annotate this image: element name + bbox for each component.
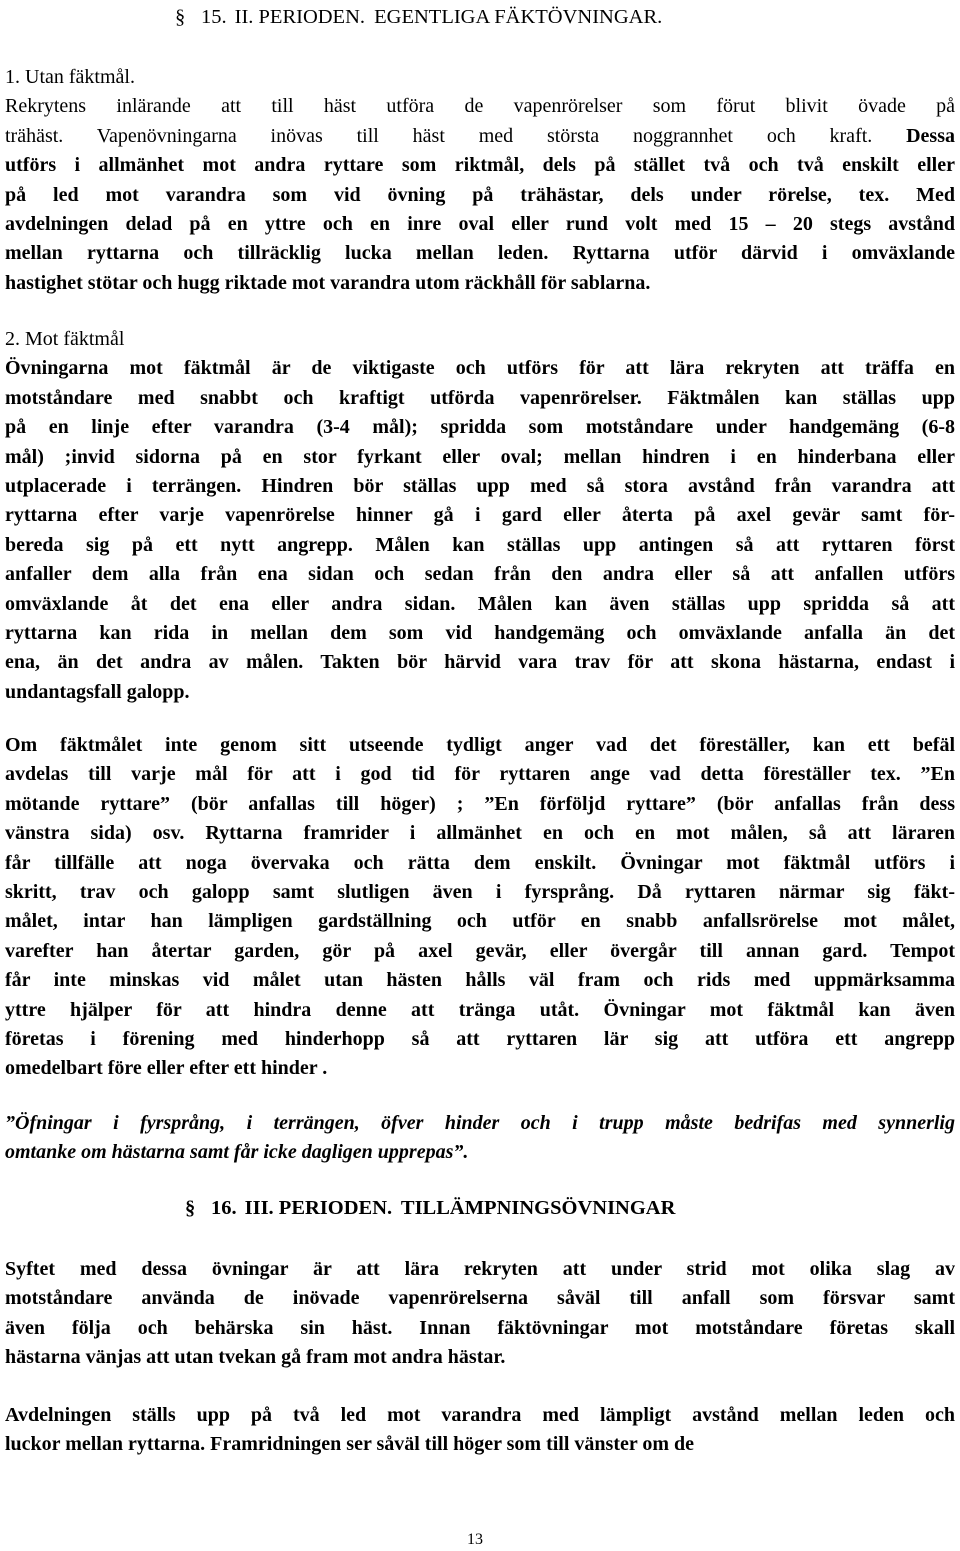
text-line: mål) ;invid sidorna på en stor fyrkant eller oval; mellan hindren i en hinderbana eller	[5, 445, 955, 468]
text-line: hästarna vänjas att utan tvekan gå fram mot andra hästar.	[5, 1346, 506, 1369]
heading-number: 16.	[211, 1197, 237, 1219]
section-heading-16	[185, 1197, 675, 1220]
section-1	[5, 63, 955, 298]
section-heading-15	[175, 6, 662, 29]
text-line: ”Öfningar i fyrsprång, i terrängen, öfver hinder och i trupp måste bedrifas med synnerlig	[5, 1112, 955, 1134]
text-line: omväxlande åt det ena eller andra sidan. Målen kan även ställas upp spridda så att	[5, 592, 955, 615]
text-line: motståndare använda de inövade vapenrörelserna såväl till anfall som försvar samt	[5, 1287, 955, 1310]
text-line: på led mot varandra som vid övning på trähästar, dels under rörelse, tex. Med	[5, 183, 955, 206]
paragraph-om-faktmalet	[5, 731, 955, 1084]
text-line: mötande ryttare” (bör anfallas till höger) ; ”En förföljd ryttare” (bör anfallas från dess	[5, 792, 955, 815]
regulation-quote	[5, 1109, 955, 1168]
text-line: mellan ryttarna och tillräcklig lucka mellan leden. Ryttarna utför därvid i omväxlande	[5, 242, 955, 265]
text-line: varefter han återtar garden, gör på axel gevär, eller övergår till annan gard. Tempot	[5, 939, 955, 962]
text-line: Om fäktmålet inte genom sitt utseende tydligt anger vad det föreställer, kan ett befäl	[5, 734, 955, 756]
text-line: yttre hjälper för att hindra denne att tränga utåt. Övningar mot fäktmål kan även	[5, 998, 955, 1021]
paragraph-avdelningen	[5, 1401, 955, 1460]
paragraph-syftet	[5, 1255, 955, 1373]
text-line: utplacerade i terrängen. Hindren bör ställas upp med så stora avstånd från varandra att	[5, 474, 955, 497]
text-line: ryttarna kan rida in mellan dem som vid handgemäng och omväxlande anfalla än det	[5, 621, 955, 644]
text-line: på en linje efter varandra (3-4 mål); spridda som motståndare under handgemäng (6-8	[5, 416, 955, 439]
text-line: målet, intar han lämpligen gardställning och utför en snabb anfallsrörelse mot målet,	[5, 910, 955, 933]
heading-title: TILLÄMPNINGSÖVNINGAR	[400, 1197, 676, 1219]
text-line: omtanke om hästarna samt får icke dagligen upprepas”.	[5, 1141, 469, 1164]
text-line: omedelbart före eller efter ett hinder .	[5, 1057, 328, 1080]
text-line: får inte minskas vid målet utan hästen hålls väl fram och rids med uppmärksamma	[5, 969, 955, 992]
text-line: företas i förening med hinderhopp så att ryttaren lär sig att utföra ett angrepp	[5, 1027, 955, 1050]
paragraph-sign: §	[185, 1197, 196, 1219]
text-line: motståndare med snabbt och kraftigt utförda vapenrörelser. Fäktmålen kan ställas upp	[5, 386, 955, 409]
heading-number: 15.	[201, 6, 227, 28]
text-line: vänstra sida) osv. Ryttarna framrider i allmänhet en och en mot målen, så att läraren	[5, 822, 955, 845]
text-line: ryttarna efter varje vapenrörelse hinner gå i gard eller återta på axel gevär samt för-	[5, 504, 955, 527]
text-line: luckor mellan ryttarna. Framridningen ser såväl till höger som till vänster om de	[5, 1433, 695, 1456]
text-line: utförs i allmänhet mot andra ryttare som riktmål, dels på stället två och två enskilt eller	[5, 154, 955, 177]
heading-period: III. PERIODEN.	[244, 1197, 393, 1219]
text-line: skritt, trav och galopp samt slutligen även i fyrsprång. Då ryttaren närmar sig fäkt-	[5, 880, 955, 903]
text-line: Syftet med dessa övningar är att lära rekryten att under strid mot olika slag av	[5, 1258, 955, 1280]
text-line: får tillfälle att noga övervaka och rätta dem enskilt. Övningar mot fäktmål utförs i	[5, 851, 955, 874]
text-line: anfaller dem alla från ena sidan och sedan från den andra eller så att anfallen utförs	[5, 563, 955, 586]
text-line: Övningarna mot fäktmål är de viktigaste och utförs för att lära rekryten att träffa en	[5, 357, 955, 380]
text-line: även följa och behärska sin häst. Innan fäktövningar mot motståndare företas skall	[5, 1316, 955, 1339]
text-line: hastighet stötar och hugg riktade mot varandra utom räckhåll för sablarna.	[5, 271, 651, 294]
text-line: ena, än det andra av målen. Takten bör härvid vara trav för att skona hästarna, endast i	[5, 651, 955, 674]
text-line: Rekrytens inlärande att till häst utföra de vapenrörelser som förut blivit övade på	[5, 95, 955, 118]
text-line: bereda sig på ett nytt angrepp. Målen kan ställas upp antingen så att ryttaren först	[5, 533, 955, 556]
section-2	[5, 325, 955, 707]
text-line: avdelningen delad på en yttre och en inre oval eller rund volt med 15 – 20 stegs avstånd	[5, 212, 955, 235]
text-line: trähäst. Vapenövningarna inövas till häst med största noggrannhet och kraft. Dessa	[5, 124, 955, 147]
paragraph-sign: §	[175, 6, 186, 28]
subsection-title: 2. Mot fäktmål	[5, 328, 125, 350]
heading-period: II. PERIODEN.	[234, 6, 366, 28]
text-line: Avdelningen ställs upp på två led mot varandra med lämpligt avstånd mellan leden och	[5, 1404, 955, 1426]
text-line: undantagsfall galopp.	[5, 680, 190, 703]
heading-title: EGENTLIGA FÄKTÖVNINGAR.	[374, 6, 663, 28]
page-number: 13	[467, 1531, 483, 1548]
subsection-title: 1. Utan fäktmål.	[5, 66, 135, 88]
text-line: avdelas till varje mål för att i god tid för ryttaren ange vad detta föreställer tex. ”En	[5, 763, 955, 786]
